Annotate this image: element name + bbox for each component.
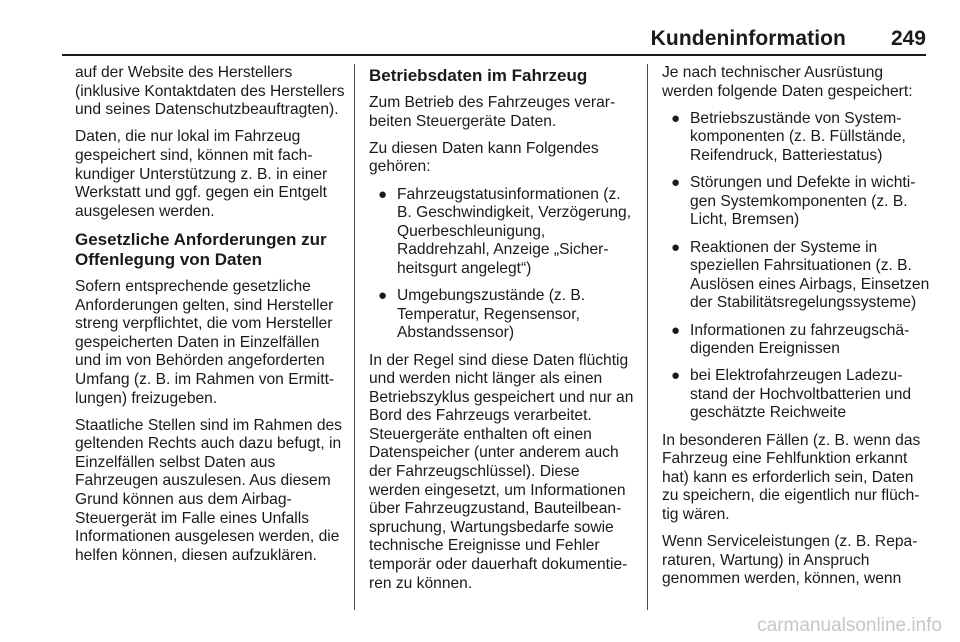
list-item-text: Informationen zu fahrzeugschädigenden Ereignissen: [690, 321, 910, 358]
paragraph: Zu diesen Daten kann Folgendes gehören:: [369, 139, 599, 176]
paragraph: Je nach technischer Ausrüstung werden folgende Daten gespeichert:: [662, 64, 913, 100]
watermark: carmanualsonline.info: [757, 615, 942, 636]
bullet-icon: ●: [671, 174, 681, 192]
list-item-text: Reaktionen der Systeme in speziellen Fahrsituationen (z. B. Auslösen eines Airbags, Einsetzen der Stabilitätsregelungssysteme): [690, 238, 930, 312]
list-item: [662, 367, 930, 423]
bullet-icon: ●: [671, 238, 681, 256]
column-right: [662, 64, 930, 598]
list-item: [662, 322, 930, 359]
list-item-text: bei Elektrofahrzeugen Ladezustand der Hochvoltbatterien und geschätzte Reichweite: [690, 367, 912, 422]
list-item-text: Störungen und Defekte in wichtigen Systemkomponenten (z. B. Licht, Bremsen): [690, 174, 916, 229]
list-item-text: Betriebszustände von Systemkomponenten (z. B. Füllstände, Reifendruck, Batteriestatus): [690, 109, 906, 164]
bullet-list: [369, 186, 635, 343]
paragraph: Wenn Serviceleistungen (z. B. Reparaturen, Wartung) in Anspruch genommen werden, können, wenn: [662, 533, 918, 588]
column-divider-2: [647, 64, 648, 610]
paragraph: auf der Website des Herstellers (inklusive Kontaktdaten des Herstellers und seines Datenschutzbeauftragten).: [75, 64, 345, 119]
bullet-icon: ●: [378, 185, 388, 203]
bullet-icon: ●: [671, 109, 681, 127]
list-item-text: Umgebungszustände (z. B. Temperatur, Regensensor, Abstandssensor): [397, 287, 586, 342]
bullet-icon: ●: [671, 367, 681, 385]
section-heading: Gesetzliche Anforderungen zur Offenlegung von Daten: [75, 229, 327, 269]
column-middle: [369, 64, 635, 602]
list-item: [662, 110, 930, 166]
section-heading: Betriebsdaten im Fahrzeug: [369, 66, 588, 85]
paragraph: In besonderen Fällen (z. B. wenn das Fahrzeug eine Fehlfunktion erkannt hat) kann es erforderlich sein, Daten zu speichern, die eigentlich nur flüchtig wären.: [662, 431, 921, 524]
bullet-icon: ●: [671, 321, 681, 339]
paragraph: Staatliche Stellen sind im Rahmen des geltenden Rechts auch dazu befugt, in Einzelfällen selbst Daten aus Fahrzeugen auszulesen. Aus diesem Grund können aus dem Airbag-Steuergerät im Falle eines Unfalls Informationen ausgelesen werden, die helfen können, diesen aufzuklären.: [75, 416, 342, 564]
list-item: [369, 186, 635, 279]
paragraph: Daten, die nur lokal im Fahrzeug gespeichert sind, können mit fachkundiger Unterstützung z. B. in einer Werkstatt und ggf. gegen ein Entgelt ausgelesen werden.: [75, 128, 328, 220]
paragraph: Sofern entsprechende gesetzliche Anforderungen gelten, sind Hersteller streng verpflichtet, die vom Hersteller gespeicherten Daten in Einzelfällen und im von Behörden angeforderten Umfang (z. B. im Rahmen von Ermittlungen) freizugeben.: [75, 277, 335, 407]
page-number: 249: [890, 27, 926, 50]
section-title: Kundeninformation: [650, 27, 846, 50]
list-item: [662, 239, 930, 313]
list-item: [662, 174, 930, 230]
paragraph: In der Regel sind diese Daten flüchtig und werden nicht länger als einen Betriebszyklus gespeichert und nur an Bord des Fahrzeugs verarbeitet. Steuergeräte enthalten oft einen Datenspeicher (unter anderem auch der Fahrzeugschlüssel). Diese werden eingesetzt, um Informationen über Fahrzeugzustand, Bauteilbeanspruchung, Wartungsbedarfe sowie technische Ereignisse und Fehler temporär oder dauerhaft dokumentieren zu können.: [369, 351, 634, 592]
list-item-text: Fahrzeugstatusinformationen (z. B. Geschwindigkeit, Verzögerung, Querbeschleunigung, Raddrehzahl, Anzeige „Sicherheitsgurt angelegt“): [397, 185, 632, 277]
bullet-list: [662, 110, 930, 423]
bullet-icon: ●: [378, 287, 388, 305]
list-item: [369, 287, 635, 343]
paragraph: Zum Betrieb des Fahrzeuges verarbeiten Steuergeräte Daten.: [369, 94, 616, 130]
page-header: [62, 24, 926, 56]
column-divider-1: [354, 64, 355, 610]
column-left: [75, 64, 347, 574]
